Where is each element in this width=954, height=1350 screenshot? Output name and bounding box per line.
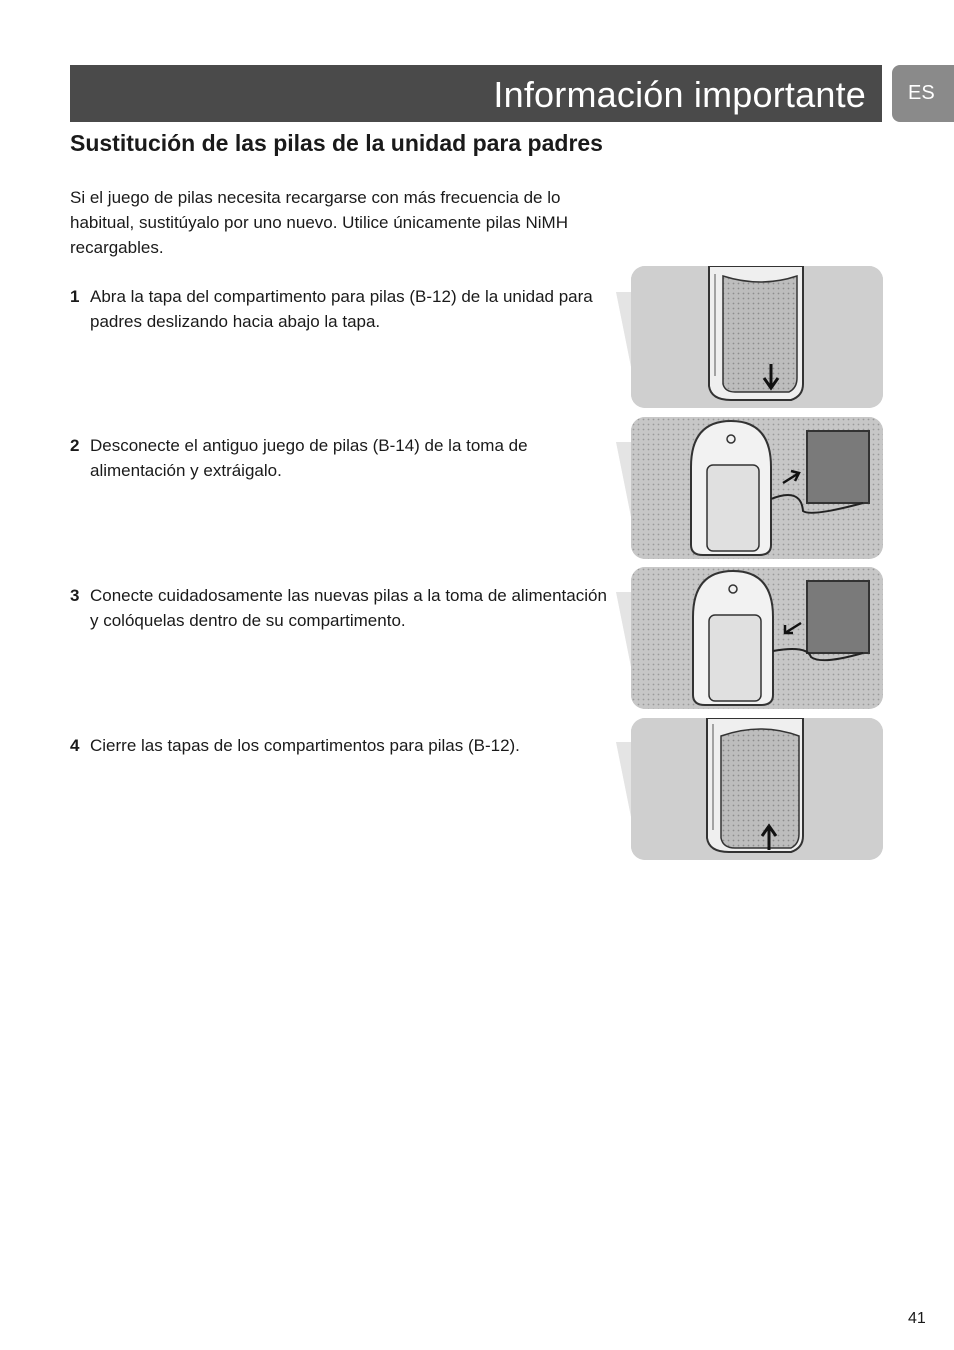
step-3 bbox=[70, 583, 610, 633]
step-2 bbox=[70, 433, 610, 483]
step-number: 2 bbox=[70, 436, 80, 455]
parent-unit-illustration bbox=[631, 266, 883, 408]
step-1 bbox=[70, 284, 610, 334]
parent-unit-illustration bbox=[631, 567, 883, 709]
step-number: 1 bbox=[70, 287, 80, 306]
page-number: 41 bbox=[908, 1310, 926, 1327]
parent-unit-illustration bbox=[631, 417, 883, 559]
language-tab bbox=[892, 65, 954, 122]
step-number: 4 bbox=[70, 736, 80, 755]
figure-step-2 bbox=[631, 417, 883, 559]
step-text: Abra la tapa del compartimento para pilas (B-12) de la unidad para padres deslizando hacia abajo la tapa. bbox=[90, 287, 593, 331]
figure-step-3 bbox=[631, 567, 883, 709]
parent-unit-illustration bbox=[631, 718, 883, 860]
language-tab-label: ES bbox=[908, 82, 935, 104]
step-text: Conecte cuidadosamente las nuevas pilas a la toma de alimentación y colóquelas dentro de su compartimento. bbox=[90, 586, 607, 630]
step-4 bbox=[70, 733, 610, 758]
figure-step-4 bbox=[631, 718, 883, 860]
step-text: Cierre las tapas de los compartimentos para pilas (B-12). bbox=[90, 736, 520, 755]
step-text: Desconecte el antiguo juego de pilas (B-14) de la toma de alimentación y extráigalo. bbox=[90, 436, 528, 480]
section-heading: Sustitución de las pilas de la unidad para padres bbox=[70, 130, 603, 156]
step-number: 3 bbox=[70, 586, 80, 605]
page-title: Información importante bbox=[493, 74, 866, 115]
figure-step-1 bbox=[631, 266, 883, 408]
header-bar bbox=[70, 65, 882, 122]
intro-paragraph: Si el juego de pilas necesita recargarse con más frecuencia de lo habitual, sustitúyalo por uno nuevo. Utilice únicamente pilas NiMH recargables. bbox=[70, 188, 568, 257]
